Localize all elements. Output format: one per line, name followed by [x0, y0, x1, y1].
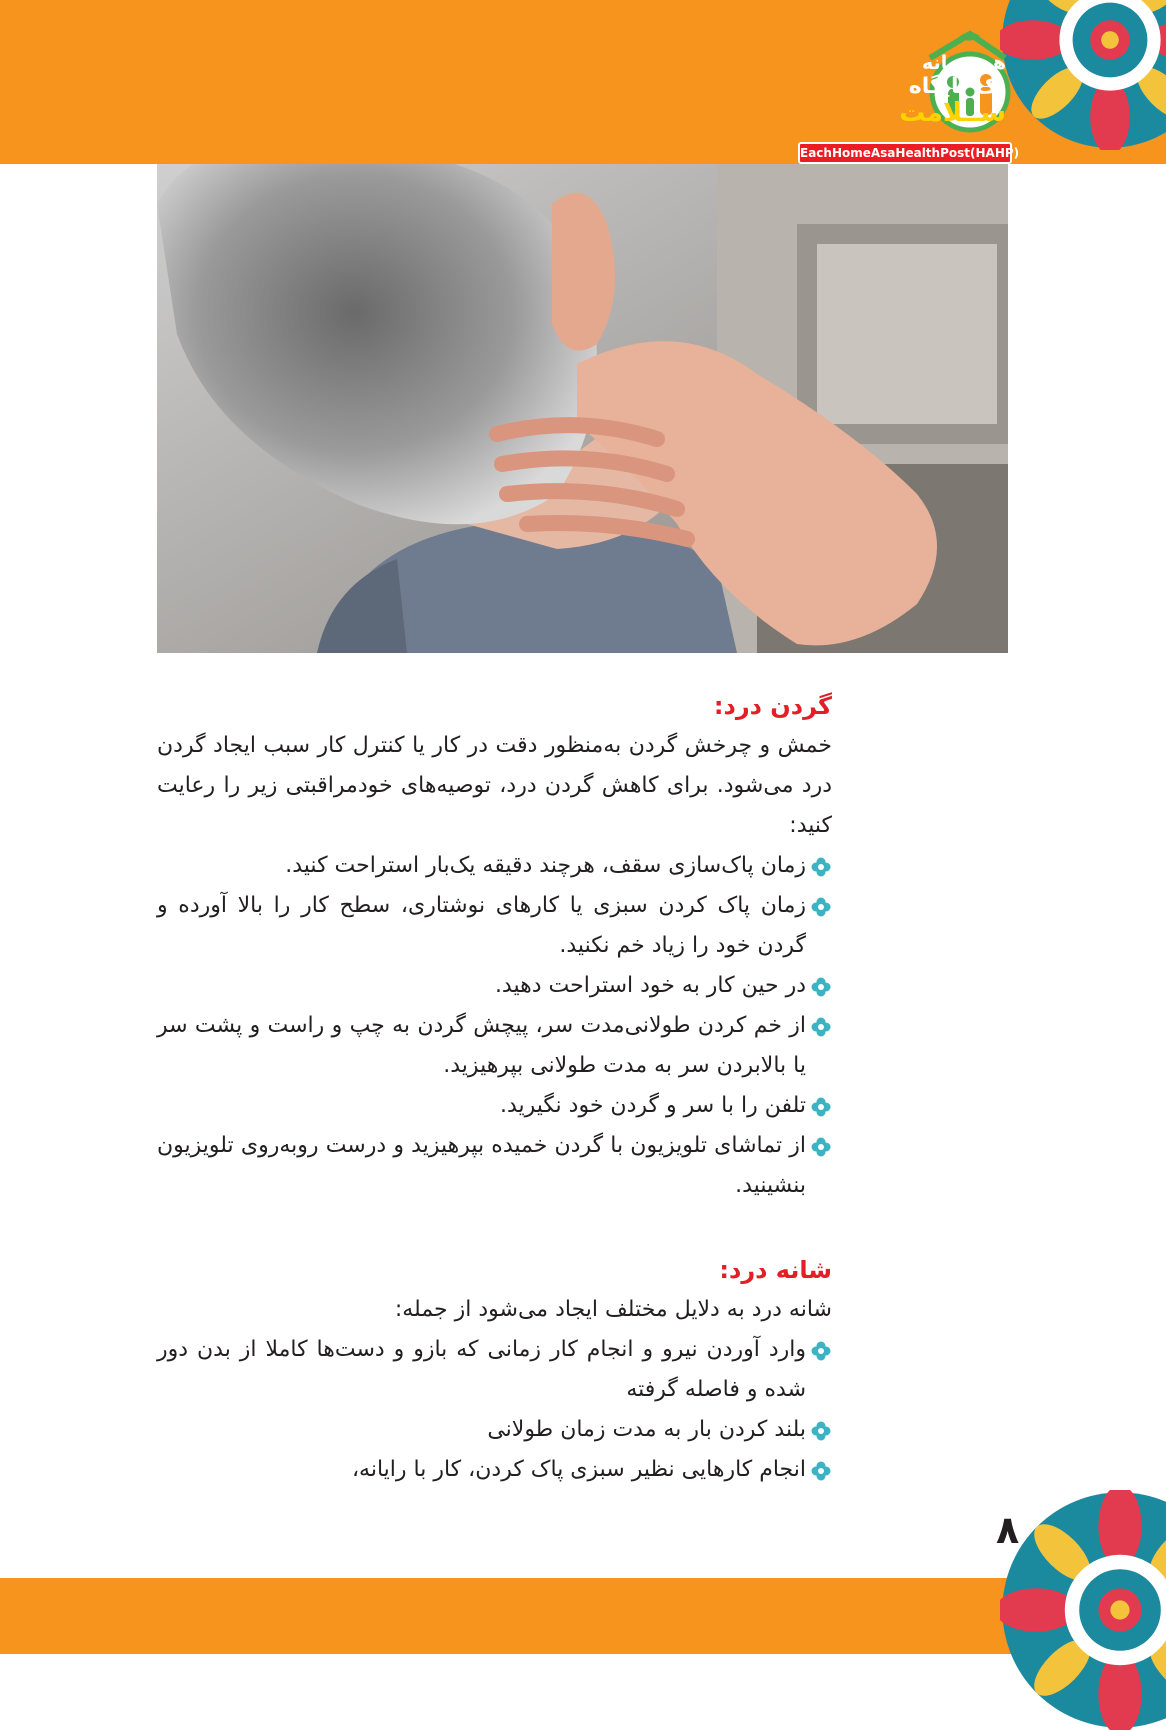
neck-pain-illustration — [157, 164, 1008, 653]
list-item — [157, 1410, 832, 1450]
list-item-text: تلفن را با سر و گردن خود نگیرید. — [500, 1093, 806, 1118]
list-item — [157, 1126, 832, 1206]
flower-bullet-icon — [810, 1096, 832, 1118]
section-spacer — [157, 1206, 832, 1250]
list-item — [157, 1006, 832, 1086]
flower-bullet-icon — [810, 1340, 832, 1362]
logo-text-line3: ســلامت — [899, 98, 1006, 128]
list-item — [157, 1450, 832, 1490]
flower-bullet-icon — [810, 1136, 832, 1158]
flower-bullet-icon — [810, 856, 832, 878]
flower-bullet-icon — [810, 1460, 832, 1482]
list-item-text: از تماشای تلویزیون با گردن خمیده بپرهیزید و درست روبه‌روی تلویزیون بنشینید. — [157, 1133, 806, 1198]
list-item-text: بلند کردن بار به مدت زمان طولانی — [487, 1417, 806, 1442]
list-item-text: از خم کردن طولانی‌مدت سر، پیچش گردن به چپ و راست و پشت سر یا بالابردن سر به مدت طولانی بپرهیزید. — [157, 1013, 806, 1078]
section-heading-shoulder-pain: شانه درد: — [157, 1250, 832, 1290]
flower-bullet-icon — [810, 1420, 832, 1442]
flower-bullet-icon — [810, 1016, 832, 1038]
footer-band — [0, 1578, 1166, 1654]
page-number: ۸ — [996, 1508, 1019, 1552]
mandala-ornament-bottom — [1000, 1490, 1166, 1730]
list-item-text: زمان پاک‌سازی سقف، هرچند دقیقه یک‌بار استراحت کنید. — [285, 853, 806, 878]
list-item — [157, 1330, 832, 1410]
section-intro-shoulder-pain: شانه درد به دلایل مختلف ایجاد می‌شود از جمله: — [157, 1290, 832, 1330]
article-body — [157, 686, 832, 1490]
neck-pain-photo — [157, 164, 1008, 653]
section-intro-neck-pain: خمش و چرخش گردن به‌منظور دقت در کار یا کنترل کار سبب ایجاد گردن درد می‌شود. برای کاهش گردن درد، توصیه‌های خودمراقبتی زیر را رعایت کنید: — [157, 726, 832, 846]
logo-text-line1: هرخـــانه — [922, 52, 1006, 74]
list-item — [157, 966, 832, 1006]
section-heading-neck-pain: گردن درد: — [157, 686, 832, 726]
list-item — [157, 886, 832, 966]
logo-text-line2: یک پایگاه — [909, 74, 1006, 99]
logo-english-tagline: EachHomeAsaHealthPost(HAHP) — [798, 142, 1012, 164]
list-item — [157, 846, 832, 886]
list-item-text: در حین کار به خود استراحت دهید. — [495, 973, 806, 998]
flower-bullet-icon — [810, 976, 832, 998]
flower-bullet-icon — [810, 896, 832, 918]
list-item-text: انجام کارهایی نظیر سبزی پاک کردن، کار با رایانه، — [352, 1457, 806, 1482]
list-item-text: زمان پاک کردن سبزی یا کارهای نوشتاری، سطح کار را بالا آورده و گردن خود را زیاد خم نکنید. — [157, 893, 806, 958]
list-item — [157, 1086, 832, 1126]
mandala-ornament-top — [1000, 0, 1166, 150]
list-item-text: وارد آوردن نیرو و انجام کار زمانی که بازو و دست‌ها کاملا از بدن دور شده و فاصله گرفته — [157, 1337, 806, 1402]
